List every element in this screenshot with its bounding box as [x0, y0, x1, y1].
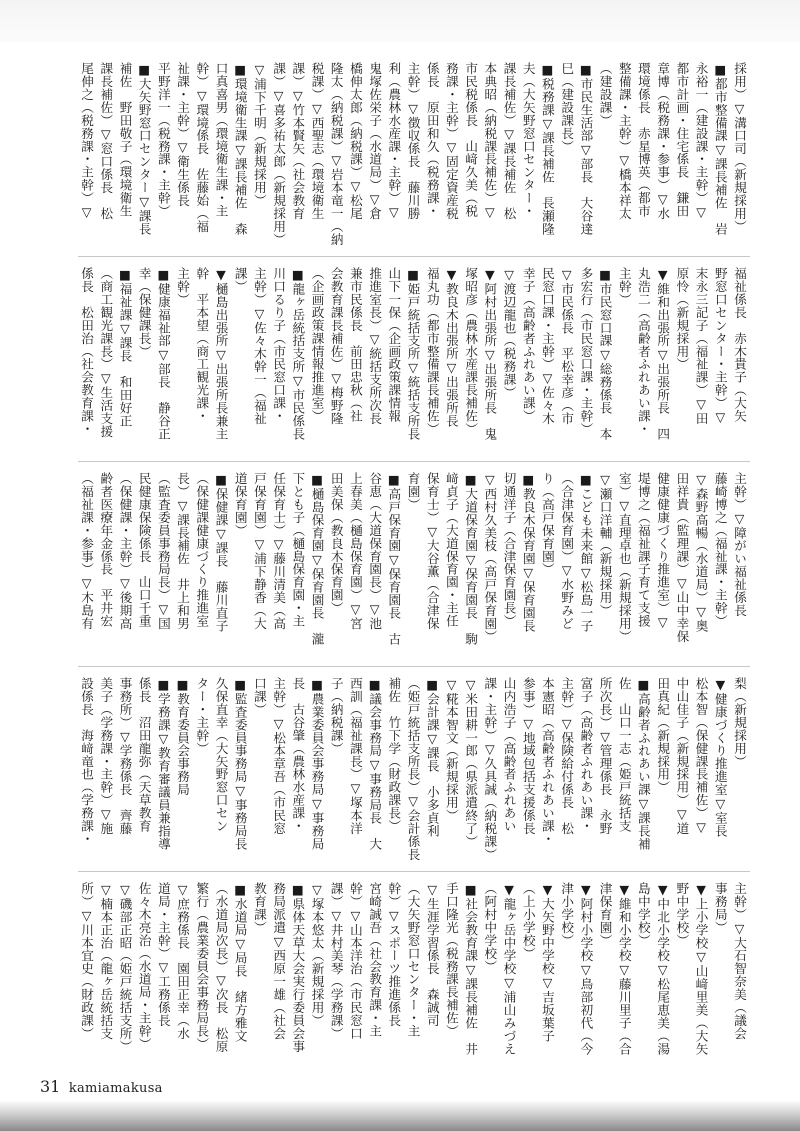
text-column: （上小学校）: [520, 882, 536, 960]
text-column: 橋伸太郎（納税課）▽松尾: [347, 62, 363, 220]
text-column: 隆太（納税課）▽岩本竜一（納: [328, 62, 344, 246]
text-column: 久保直幸（大矢野窓口セン: [213, 677, 229, 833]
text-column: 主幹）: [175, 267, 191, 306]
text-column: ▼教良木出張所▽出張所長: [443, 267, 459, 428]
text-column: 幹 平本望（商工観光課・: [194, 267, 210, 423]
text-column: 齢者医療年金係長 平井宏: [98, 472, 114, 628]
top-band: [0, 0, 800, 42]
text-column: （大矢野窓口センター・主: [405, 882, 421, 1038]
text-column: ▼健康づくり推進室▽室長: [712, 677, 728, 838]
text-column: 田美保（教良木保育園）: [328, 472, 344, 615]
text-column: 道局・主幹）▽工務係長: [155, 882, 171, 1027]
text-column: 津保育園）: [597, 882, 613, 947]
text-column: 主幹）: [616, 267, 632, 306]
text-column: 民窓口課・主幹）▽佐々木: [539, 267, 555, 425]
text-column: 野中学校）: [674, 882, 690, 947]
text-column: 松本智（保健課長補佐）▽: [693, 677, 709, 835]
text-column: （企画政策課情報推進室）: [309, 267, 325, 423]
text-column: 幸子（高齢者ふれあい課）: [520, 267, 536, 423]
text-column: 福祉係長 赤木貴子（大矢: [732, 267, 747, 423]
text-column: ■都市整備課▽課長補佐 岩: [712, 62, 728, 236]
text-column: ■農業委員会事務局▽事務局: [309, 677, 325, 851]
text-column: ■市民窓口課▽総務係長 本: [597, 267, 613, 441]
text-column: 主幹）▽松本章吾（市民窓: [271, 677, 287, 835]
text-column: 谷恵（大道保育園長）▽池: [367, 472, 383, 630]
text-column: 富子（高齢者ふれあい課・: [578, 677, 594, 833]
text-column: ■学務課▽教育審議員兼指導: [155, 677, 171, 851]
text-column: 幹）▽山本洋治（市民窓口: [347, 882, 363, 1040]
text-column: 幸（保健課長）: [136, 267, 152, 358]
text-column: 佐々木亮治（水道局・主幹）: [136, 882, 152, 1051]
text-column: 祉課・主幹）▽衛生係長: [175, 62, 191, 207]
text-column: 本憲昭（高齢者ふれあい課・: [539, 677, 555, 846]
text-column: 原怜（新規採用）: [674, 267, 690, 371]
text-column: ■健康福祉部▽部長 静谷正: [155, 267, 171, 441]
text-column: ▼維和小学校▽藤川里子（合: [616, 882, 632, 1056]
text-column: 課）▽喜多祐太郎（新規採用）: [271, 62, 287, 246]
text-column: 課）▽井村美琴（学務課）: [328, 882, 344, 1040]
text-column: （福祉課・参事）▽木島有: [79, 472, 95, 630]
text-column: ▽米田耕一郎（県派遣終了）: [463, 677, 479, 848]
text-column: 環境係長 赤星博英（都市: [635, 62, 651, 218]
text-column: 多宏行（市民窓口課・主幹）: [578, 267, 594, 436]
text-column: ▽西村久美枝（高戸保育園）: [482, 472, 498, 643]
text-column: ■環境衛生課▽課長補佐 森: [232, 62, 248, 236]
text-column: 﨑貞子（大道保育園・主任: [443, 472, 459, 628]
text-column: 会教育課長補佐）▽梅野隆: [328, 267, 344, 425]
text-column: ▼中北小学校▽松尾恵美（湯: [655, 882, 671, 1056]
text-column: ▽庶務係長 園田正幸（水: [175, 882, 191, 1040]
text-column: ▽生涯学習係長 森誠司: [424, 882, 440, 1027]
text-column: り（高戸保育園）: [539, 472, 555, 576]
text-column: 川口るり子（市民窓口課・: [271, 267, 287, 423]
text-column: 平野洋一（税務課・主幹）: [155, 62, 171, 218]
text-column: 道保育園）: [232, 472, 248, 537]
page-number: 31: [40, 1077, 61, 1096]
text-column: 堤博之（福祉課子育て支援: [635, 472, 651, 628]
text-column: （商工観光課長）▽生活支援: [98, 267, 114, 438]
tier-divider: [78, 256, 750, 257]
text-column: 長）▽課長補佐 井上和男: [175, 472, 191, 630]
text-column: 尾伸之（税務課・主幹）▽: [79, 62, 95, 220]
text-column: 都市計画・住宅係長 鎌田: [674, 62, 690, 218]
text-column: ■県体天草大会実行委員会事: [290, 882, 306, 1053]
text-column: ▽渡辺龍也（税務課）: [501, 267, 517, 399]
text-column: ■保健課▽課長 藤川直子: [213, 472, 229, 633]
text-column: 田祥貴（監理課）▽山中幸保: [674, 472, 690, 643]
text-column: 兼市民係長 前田忠秋（社: [347, 267, 363, 423]
text-column: 口真喜男（環境衛生課・主: [213, 62, 229, 218]
text-column: ■龍ヶ岳統括支所▽市民係長: [290, 267, 306, 441]
text-column: 健康健康づくり推進室）▽: [655, 472, 671, 630]
text-column: 佐 山口一志（姫戸統括支: [616, 677, 632, 833]
text-column: 下とも子（樋島保育園・主: [290, 472, 306, 628]
text-column: 戸保育園）▽浦下静香（大: [251, 472, 267, 630]
text-column: 任保育士）▽藤川清美（高: [271, 472, 287, 630]
text-column: 係長 原田和久（税務課・: [424, 62, 440, 218]
text-tier: [78, 882, 750, 1066]
text-column: ▼阿村出張所▽出張所長 鬼: [482, 267, 498, 441]
text-column: 幹）▽スポーツ推進係長: [386, 882, 402, 1027]
text-column: 宮崎誠吾（社会教育課・主: [367, 882, 383, 1038]
text-column: 利（農林水産課・主幹）▽: [386, 62, 402, 220]
text-column: 章博（税務課・参事）▽水: [655, 62, 671, 220]
text-column: ■会計課▽課長 小多貞利: [424, 677, 440, 838]
text-column: 切通洋子（合津保育園長）: [501, 472, 517, 628]
text-column: 採用）▽溝口司（新規採用）: [732, 62, 747, 233]
text-column: 整備課・主幹）▽橋本祥太: [616, 62, 632, 220]
text-column: 補佐 竹下学（財政課長）: [386, 677, 402, 833]
text-column: ■水道局▽局長 緒方雅文: [232, 882, 248, 1043]
text-column: 所次長）▽管理係長 永野: [597, 677, 613, 835]
text-column: ター・主幹）: [194, 677, 210, 755]
text-column: 補佐 野田敬子（環境衛生: [117, 62, 133, 218]
text-column: 主幹）▽保険給付係長 松: [559, 677, 575, 835]
text-column: ■高齢者ふれあい課▽課長補: [635, 677, 651, 851]
text-column: 設係長 海﨑竜也（学務課・: [79, 677, 95, 846]
text-column: 繁行（農業委員会事務局長）: [194, 882, 210, 1051]
text-column: 課・主幹）▽久具誠（納税課）: [482, 677, 498, 861]
text-column: ■監査委員事務局▽事務局長: [232, 677, 248, 851]
text-column: 民健康保険係長 山口千重: [136, 472, 152, 628]
text-tier: [78, 677, 750, 861]
text-column: 推進室長）▽統括支所次長: [367, 267, 383, 425]
text-column: 藤崎博之（福祉課・主幹）: [712, 472, 728, 628]
text-column: 主幹）▽徴収係長 藤川勝: [405, 62, 421, 220]
text-column: ▽塚本悠太（新規採用）: [309, 882, 325, 1027]
text-column: 手口隆光（税務課長補佐）: [443, 882, 459, 1038]
text-column: （監査委員事務局長）▽国: [155, 472, 171, 630]
text-column: 事務局）: [712, 882, 728, 934]
text-column: ■市民生活部▽部長 大谷達: [578, 62, 594, 236]
text-column: 子（納税課）: [328, 677, 344, 755]
text-column: ▽磯部正昭（姫戸統括支所）: [117, 882, 133, 1053]
text-tier: [78, 472, 750, 656]
text-column: ■教育委員会事務局: [175, 677, 191, 796]
text-column: 長 古谷肇（農林水産課・: [290, 677, 306, 833]
text-column: 係長 松田治（社会教育課・: [79, 267, 95, 436]
text-column: 津小学校）: [559, 882, 575, 947]
text-column: 幹）▽環境係長 佐藤始（福: [194, 62, 210, 233]
tier-divider: [78, 461, 750, 462]
text-column: 市民税係長 山﨑久美（税: [463, 62, 479, 218]
text-column: ▼樋島出張所▽出張所長兼主: [213, 267, 229, 441]
text-column: 本典昭（納税課長補佐）▽: [482, 62, 498, 220]
text-tier: [78, 62, 750, 246]
text-column: （姫戸統括支所長）▽会計係長: [405, 677, 421, 861]
text-column: 課）: [232, 267, 248, 293]
text-column: ▼大矢野中学校▽吉坂葉子: [539, 882, 555, 1043]
text-column: 島中学校）: [635, 882, 651, 947]
text-column: 室）▽直理卓也（新規採用）: [616, 472, 632, 643]
text-column: ▼維和出張所▽出張所長 四: [655, 267, 671, 441]
text-column: 主幹）▽障がい福祉係長: [732, 472, 747, 617]
text-column: 参事）▽地域包括支援係長: [520, 677, 536, 835]
text-column: （建設課）: [597, 62, 613, 127]
text-column: ▽楠本正治（龍ヶ岳統括支: [98, 882, 114, 1040]
text-column: （水道局次長）▽次長 松原: [213, 882, 229, 1053]
text-column: ▼上小学校▽山﨑里美（大矢: [693, 882, 709, 1056]
text-column: 主幹）▽佐々木幹一（福祉: [251, 267, 267, 425]
text-column: ■大道保育園▽保育園長 駒: [463, 472, 479, 646]
page-footer: [40, 1077, 163, 1096]
text-column: 税課）▽西聖志（環境衛生: [309, 62, 325, 220]
bottom-band: [0, 1100, 800, 1131]
text-column: 丸浩二（高齢者ふれあい課・: [635, 267, 651, 436]
text-column: 鬼塚佐栄子（水道局）▽倉: [367, 62, 383, 220]
text-column: ▽糀本智文（新規採用）: [443, 677, 459, 822]
text-column: 山下一保（企画政策課情報: [386, 267, 402, 423]
text-column: 主幹）▽大石智奈美（議会: [732, 882, 747, 1040]
text-column: ▽浦下千明（新規採用）: [251, 62, 267, 207]
text-column: 務局派遣▽西原一雄（社会: [271, 882, 287, 1040]
text-column: （保健課・主幹）▽後期高: [117, 472, 133, 630]
text-column: 田真紀（新規採用）: [655, 677, 671, 794]
text-column: 保育士）▽大谷薫（合津保: [424, 472, 440, 630]
text-column: 教育課）: [251, 882, 267, 934]
tier-divider: [78, 666, 750, 667]
text-column: ▽市民係長 平松幸彦（市: [559, 267, 575, 425]
text-column: 塚昭彦（農林水産課長補佐）: [463, 267, 479, 436]
text-column: ■こども未来館▽松島一子: [578, 472, 594, 633]
magazine-name: kamiamakusa: [68, 1081, 163, 1096]
tier-divider: [78, 871, 750, 872]
text-column: （合津保育園）▽水野みど: [559, 472, 575, 630]
text-column: 永裕一（建設課・主幹）▽: [693, 62, 709, 220]
text-column: 西訓（福祉課長）▽塚本洋: [347, 677, 363, 835]
text-column: ■姫戸統括支所▽統括支所長: [405, 267, 421, 441]
text-column: ▼阿村小学校▽鳥部初代（今: [578, 882, 594, 1056]
text-column: ■大矢野窓口センター▽課長: [136, 62, 152, 236]
text-column: 係長 沼田龍弥（天草教育: [136, 677, 152, 833]
text-column: 所）▽川本宜史（財政課）: [79, 882, 95, 1040]
text-tier: [78, 267, 750, 451]
text-column: ▽瀬口洋輔（新規採用）: [597, 472, 613, 617]
text-column: ■議会事務局▽事務局長 大: [367, 677, 383, 851]
text-column: 務課・主幹）▽固定資産税: [443, 62, 459, 220]
text-column: 山内浩子（高齢者ふれあい: [501, 677, 517, 833]
text-column: 課）▽竹本賢矢（社会教育: [290, 62, 306, 220]
text-column: 中山佳子（新規採用）▽道: [674, 677, 690, 835]
text-column: ▽森野高暢（水道局）▽奥: [693, 472, 709, 633]
text-column: 事務所）▽学務係長 齊藤: [117, 677, 133, 835]
text-column: 末永三記子（福祉課）▽田: [693, 267, 709, 425]
text-column: ■福祉課▽課長 和田好正: [117, 267, 133, 428]
text-column: 課長補佐）▽窓口係長 松: [98, 62, 114, 220]
text-column: ■税務課▽課長補佐 長瀬隆: [539, 62, 555, 236]
text-column: 口課）: [251, 677, 267, 716]
text-column: 野窓口センター・主幹）▽: [712, 267, 728, 425]
text-column: 梨（新規採用）: [732, 677, 747, 768]
text-column: （阿村中学校）: [482, 882, 498, 973]
text-column: 美子（学務課・主幹）▽施: [98, 677, 114, 835]
text-column: ■樋島保育園▽保育園長 瀧: [309, 472, 325, 646]
text-column: 夫（大矢野窓口センター・: [520, 62, 536, 218]
text-column: 課長補佐）▽課長補佐 松: [501, 62, 517, 220]
text-column: ■高戸保育園▽保育園長 古: [386, 472, 402, 646]
text-column: ■社会教育課▽課長補佐 井: [463, 882, 479, 1056]
text-column: 上春美（樋島保育園）▽宮: [347, 472, 363, 630]
text-column: （保健課健康づくり推進室: [194, 472, 210, 628]
text-column: 福丸功（都市整備課長補佐）: [424, 267, 440, 436]
text-column: 巳（建設課長）: [559, 62, 575, 153]
text-column: 育園）: [405, 472, 421, 511]
text-column: ■教良木保育園▽保育園長: [520, 472, 536, 633]
text-column: ▼龍ヶ岳中学校▽浦山みづえ: [501, 882, 517, 1056]
